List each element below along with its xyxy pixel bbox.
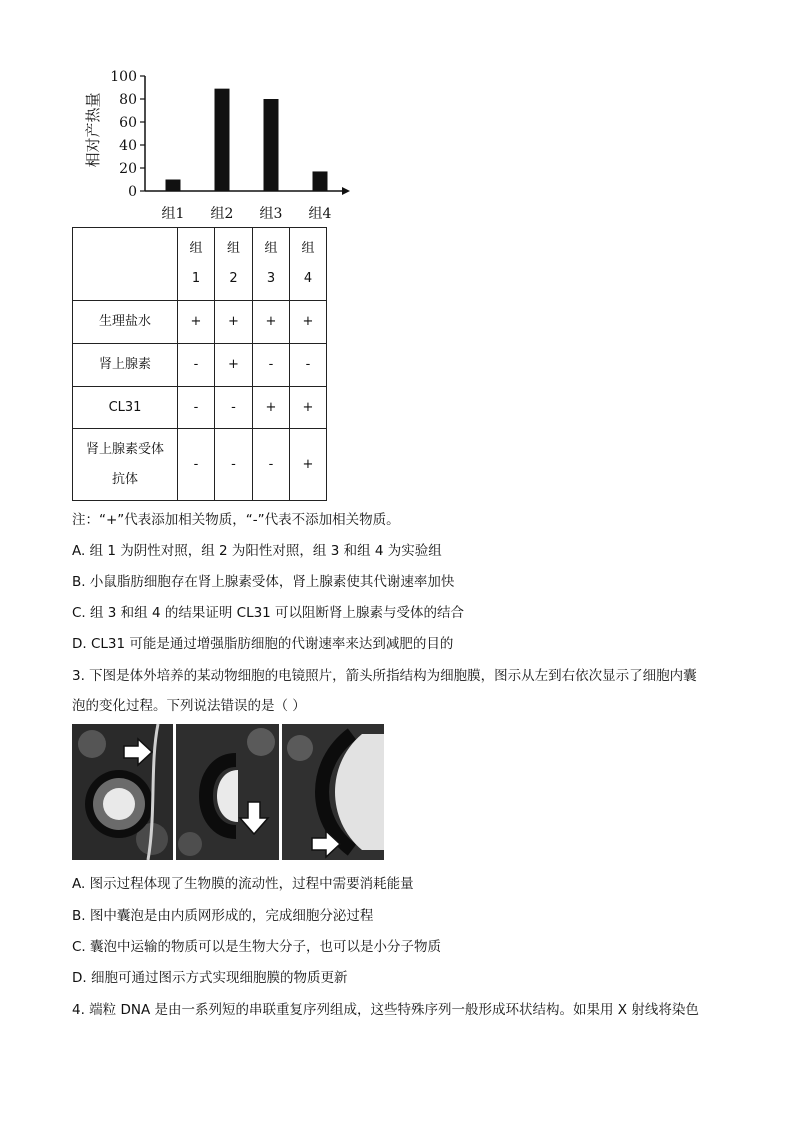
table-cell: + bbox=[290, 387, 327, 429]
micrograph-1 bbox=[72, 724, 173, 860]
q3-option-d: D. 细胞可通过图示方式实现细胞膜的物质更新 bbox=[72, 970, 348, 986]
q4-stem-line-1: 4. 端粒 DNA 是由一系列短的串联重复序列组成，这些特殊序列一般形成环状结构。如果用 X 射线将染色 bbox=[72, 1002, 699, 1018]
table-cell: - bbox=[178, 344, 215, 387]
table-cell: + bbox=[253, 387, 290, 429]
q3-option-a: A. 图示过程体现了生物膜的流动性，过程中需要消耗能量 bbox=[72, 876, 414, 892]
q2-option-c: C. 组 3 和组 4 的结果证明 CL31 可以阻断肾上腺素与受体的结合 bbox=[72, 605, 465, 621]
y-tick-label: 80 bbox=[119, 92, 137, 108]
table-cell: - bbox=[215, 387, 253, 429]
x-axis-arrow bbox=[342, 187, 350, 195]
x-tick-label: 组4 bbox=[308, 206, 332, 222]
row-label: 生理盐水 bbox=[73, 301, 178, 344]
table-header-row bbox=[73, 228, 327, 301]
q3-option-b: B. 图中囊泡是由内质网形成的，完成细胞分泌过程 bbox=[72, 908, 374, 924]
table-cell: + bbox=[290, 429, 327, 501]
q2-option-a: A. 组 1 为阴性对照，组 2 为阳性对照，组 3 和组 4 为实验组 bbox=[72, 543, 442, 559]
table-header-group-4: 组 4 bbox=[290, 228, 327, 301]
bar bbox=[166, 180, 181, 192]
q2-option-d: D. CL31 可能是通过增强脂肪细胞的代谢速率来达到减肥的目的 bbox=[72, 636, 454, 652]
y-tick-label: 40 bbox=[119, 138, 137, 154]
row-label: CL31 bbox=[73, 387, 178, 429]
table-header-group-1: 组 1 bbox=[178, 228, 215, 301]
table-corner-cell bbox=[73, 228, 178, 301]
table-cell: - bbox=[253, 429, 290, 501]
y-axis-label: 相对产热量 bbox=[84, 92, 102, 168]
table-cell: - bbox=[215, 429, 253, 501]
table-cell: + bbox=[215, 301, 253, 344]
table-cell: + bbox=[178, 301, 215, 344]
table-note: 注：“+”代表添加相关物质，“-”代表不添加相关物质。 bbox=[72, 512, 400, 528]
row-label: 肾上腺素 bbox=[73, 344, 178, 387]
experiment-table bbox=[72, 227, 327, 501]
table-cell: + bbox=[290, 301, 327, 344]
bar-chart bbox=[80, 62, 360, 227]
bar bbox=[215, 89, 230, 191]
table-header-group-2: 组 2 bbox=[215, 228, 253, 301]
table-cell: - bbox=[290, 344, 327, 387]
table-cell: - bbox=[253, 344, 290, 387]
table-row bbox=[73, 344, 327, 387]
q2-option-b: B. 小鼠脂肪细胞存在肾上腺素受体，肾上腺素使其代谢速率加快 bbox=[72, 574, 455, 590]
table-cell: + bbox=[253, 301, 290, 344]
y-tick-label: 60 bbox=[119, 115, 137, 131]
table-row bbox=[73, 429, 327, 501]
x-tick-label: 组2 bbox=[210, 206, 234, 222]
bar bbox=[313, 171, 328, 191]
table-row bbox=[73, 387, 327, 429]
row-label: 肾上腺素受体 抗体 bbox=[73, 429, 178, 501]
q3-stem-line-2: 泡的变化过程。下列说法错误的是（ ） bbox=[72, 698, 306, 714]
micrograph-2 bbox=[176, 724, 279, 860]
q3-stem-line-1: 3. 下图是体外培养的某动物细胞的电镜照片，箭头所指结构为细胞膜，图示从左到右依次显示了细胞内囊 bbox=[72, 668, 697, 684]
table-cell: - bbox=[178, 429, 215, 501]
y-tick-label: 100 bbox=[110, 69, 137, 85]
bar bbox=[264, 99, 279, 191]
x-tick-label: 组1 bbox=[161, 206, 185, 222]
q3-option-c: C. 囊泡中运输的物质可以是生物大分子，也可以是小分子物质 bbox=[72, 939, 442, 955]
y-tick-label: 20 bbox=[119, 161, 137, 177]
table-cell: - bbox=[178, 387, 215, 429]
table-row bbox=[73, 301, 327, 344]
x-tick-label: 组3 bbox=[259, 206, 283, 222]
micrograph-3 bbox=[282, 724, 384, 860]
table-cell: + bbox=[215, 344, 253, 387]
y-tick-label: 0 bbox=[128, 184, 137, 200]
table-header-group-3: 组 3 bbox=[253, 228, 290, 301]
